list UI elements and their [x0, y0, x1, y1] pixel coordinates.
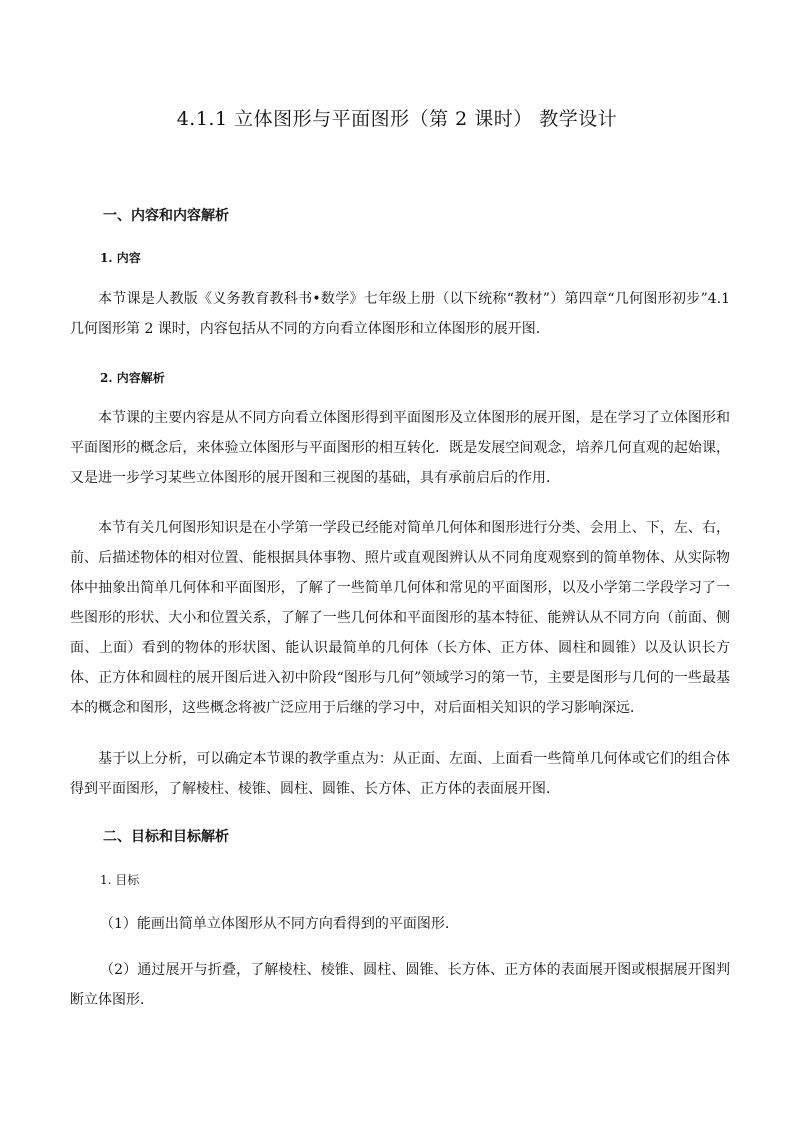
subsection-heading-content-analysis: 2. 内容解析 [100, 371, 165, 385]
content-analysis-paragraph-2: 本节有关几何图形知识是在小学第一学段已经能对简单几何体和图形进行分类、会用上、下，左、右，前、后描述物体的相对位置、能根据具体事物、照片或直观图辨认从不同角度观察到的简单物体、从实际物体中抽象出简单几何体和平面图形，了解了一些简单几何体和常见的平面图形，以及小学第二学段学习了一些图形的形状、大小和位置关系，了解了一些几何体和平面图形的基本特征、能辨认从不同方向（前面、侧面、上面）看到的物体的形状图、能认识最简单的几何体（长方体、正方体、圆柱和圆锥）以及认识长方体、正方体和圆柱的展开图后进入初中阶段“图形与几何”领域学习的第一节，主要是图形与几何的一些最基本的概念和图形，这些概念将被广泛应用于后继的学习中，对后面相关知识的学习影响深远． [70, 520, 730, 716]
content-analysis-paragraph-3: 基于以上分析，可以确定本节课的教学重点为：从正面、左面、上面看一些简单几何体或它们的组合体得到平面图形，了解棱柱、棱锥、圆柱、圆锥、长方体、正方体的表面展开图． [70, 751, 730, 797]
goal-item-2: （2）通过展开与折叠，了解棱柱、棱锥、圆柱、圆锥、长方体、正方体的表面展开图或根据展开图判断立体图形. [70, 962, 730, 1008]
section-heading-goals: 二、目标和目标解析 [103, 829, 229, 845]
content-analysis-paragraph-1: 本节课的主要内容是从不同方向看立体图形得到平面图形及立体图形的展开图，是在学习了立体图形和平面图形的概念后，来体验立体图形与平面图形的相互转化．既是发展空间观念，培养几何直观的起始课，又是进一步学习某些立体图形的展开图和三视图的基础，具有承前启后的作用． [70, 410, 730, 486]
subsection-heading-content: 1. 内容 [100, 251, 141, 265]
subsection-heading-goals: 1. 目标 [100, 873, 140, 887]
section-heading-content: 一、内容和内容解析 [103, 208, 229, 224]
goal-item-1: （1）能画出简单立体图形从不同方向看得到的平面图形. [100, 916, 450, 932]
document-title: 4.1.1 立体图形与平面图形（第 2 课时） 教学设计 [176, 108, 618, 130]
content-paragraph: 本节课是人教版《义务教育教科书•数学》七年级上册（以下统称“教材”）第四章“几何图形初步”4.1 几何图形第 2 课时，内容包括从不同的方向看立体图形和立体图形的展开图. [70, 291, 730, 337]
